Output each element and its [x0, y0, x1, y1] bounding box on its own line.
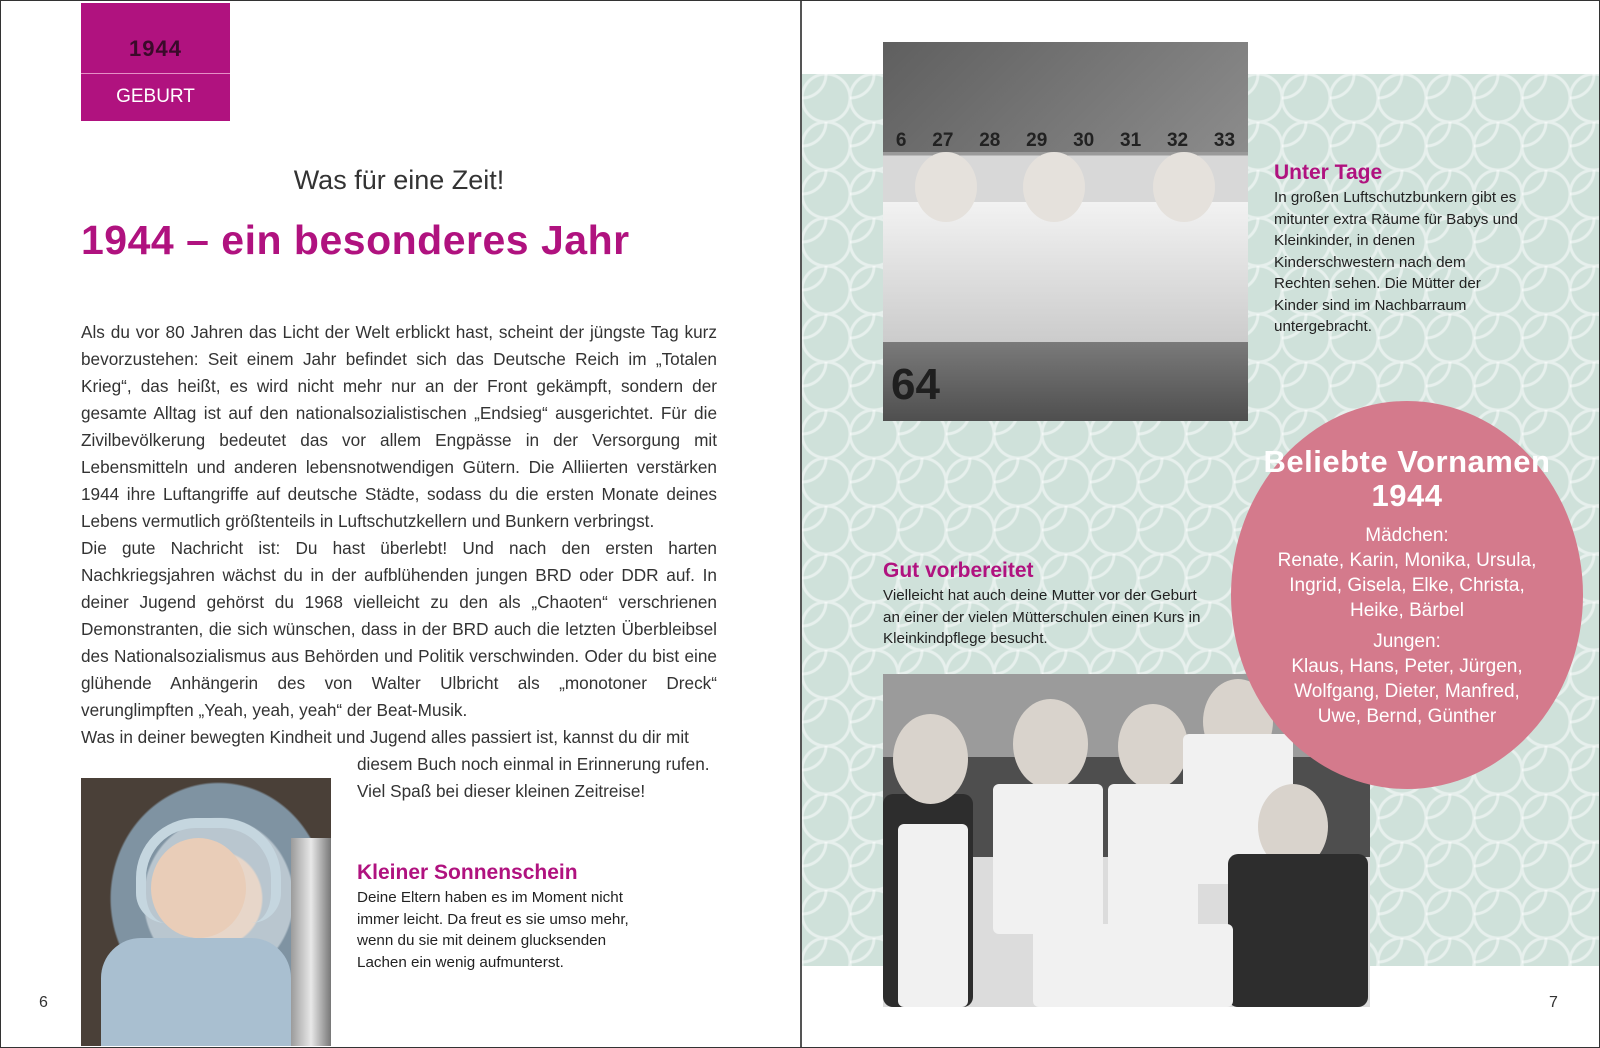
photo-baby-head: [1153, 152, 1215, 222]
caption-unter-tage: [1274, 161, 1524, 338]
baby-photo-pram: [291, 838, 331, 1046]
photo-apron: [993, 784, 1103, 934]
page-title: 1944 – ein besonderes Jahr: [81, 217, 630, 263]
bed-number: 31: [1120, 130, 1142, 151]
bed-number: 30: [1073, 130, 1095, 151]
bed-number: 28: [979, 130, 1001, 151]
page-number-left: 6: [39, 994, 48, 1011]
caption-title: Gut vorbereitet: [883, 559, 1034, 582]
photo-head: [893, 714, 968, 804]
photo-figure: [1228, 854, 1368, 1007]
girls-label: Mädchen:: [1365, 525, 1449, 546]
photo-apron: [898, 824, 968, 1007]
bed-number: 32: [1166, 130, 1189, 151]
caption-text: Deine Eltern haben es im Moment nicht immer leicht. Da freut es sie umso mehr, wenn du sie mit deinem glucksenden Lachen ein wenig aufmunterst.: [357, 889, 629, 971]
bed-number: 6: [895, 130, 907, 151]
caption-title: Kleiner Sonnenschein: [357, 861, 578, 884]
chapter-section: GEBURT: [116, 86, 195, 107]
intro-paragraph: Was in deiner bewegten Kindheit und Jugend alles passiert ist, kannst du dir mit: [81, 727, 689, 747]
intro-paragraph: Als du vor 80 Jahren das Licht der Welt erblickt hast, scheint der jüngste Tag kurz bevorzustehen: Seit einem Jahr befindet sich das Deutsche Reich im „Totalen Krieg“, das heißt, es wird nicht mehr nur an der Front gekämpft, sondern der gesamte Alltag ist auf den nationalsozialistischen „Endsieg“ ausgerichtet. Für die Zivilbevölkerung bedeutet das vor allem Engpässe in der Versorgung mit Lebensmitteln und anderen lebensnotwendigen Gütern. Die Alliierten verstärken 1944 ihre Luftangriffe auf deutsche Städte, sodass du die ersten Monate deines Lebens vermutlich größtenteils in Luftschutzkellern und Bunkern verbringst.: [81, 322, 717, 531]
caption-title: Unter Tage: [1274, 161, 1383, 184]
intro-text: [81, 319, 717, 805]
page-kicker: Was für eine Zeit!: [293, 165, 505, 195]
popular-names-title: Beliebte Vornamen 1944: [1263, 444, 1551, 513]
caption-text: In großen Luftschutzbunkern gibt es mitunter extra Räume für Babys und Kleinkinder, in denen Kinderschwestern nach dem Rechten sehen. Die Mütter der Kinder sind im Nachbarraum untergebracht.: [1274, 189, 1518, 335]
bed-number: 33: [1213, 130, 1236, 151]
popular-names-circle: [1231, 401, 1583, 789]
baby-photo-face: [151, 838, 246, 938]
chapter-tab: [81, 3, 230, 121]
photo-baby-blanket: [1033, 924, 1233, 1007]
bunker-nursery-photo: [883, 42, 1248, 421]
boys-names: Klaus, Hans, Peter, Jürgen, Wolfgang, Dieter, Manfred, Uwe, Bernd, Günther: [1291, 656, 1523, 727]
bed-numbers: [883, 130, 1248, 152]
baby-photo: [81, 778, 331, 1046]
photo-bedding: [883, 202, 1248, 352]
intro-paragraph: Die gute Nachricht ist: Du hast überlebt! Und nach den ersten harten Nachkriegsjahren wächst du in der aufblühenden jungen BRD oder DDR auf. In deiner Jugend gehörst du 1968 vielleicht zu den als „Chaoten“ verschrienen Demonstranten, die sich wünschen, dass in der BRD auch die letzten Überbleibsel des Nationalsozialismus aus Behörden und Politik verschwinden. Oder du bist eine glühende Anhängerin des von Walter Ulbricht als „monotoner Dreck“ verunglimpften „Yeah, yeah, yeah“ der Beat-Musik.: [81, 538, 717, 720]
bed-number: 29: [1026, 130, 1048, 151]
popular-names-content: [1231, 445, 1583, 735]
intro-paragraph-tail: Viel Spaß bei dieser kleinen Zeitreise!: [357, 781, 646, 801]
photo-baby-head: [915, 152, 977, 222]
photo-baby-head: [1023, 152, 1085, 222]
caption-kleiner-sonnenschein: [357, 861, 657, 973]
crib-number: 64: [891, 360, 940, 409]
caption-gut-vorbereitet: [883, 559, 1213, 650]
caption-text: Vielleicht hat auch deine Mutter vor der Geburt an einer der vielen Mütterschulen einen Kurs in Kleinkindpflege besucht.: [883, 587, 1201, 647]
chapter-year: 1944: [129, 36, 182, 61]
photo-head: [1118, 704, 1188, 789]
bed-number: 27: [932, 130, 954, 151]
boys-label: Jungen:: [1373, 631, 1441, 652]
girls-names: Renate, Karin, Monika, Ursula, Ingrid, Gisela, Elke, Christa, Heike, Bärbel: [1277, 550, 1537, 621]
intro-paragraph-tail: diesem Buch noch einmal in Erinnerung rufen.: [357, 754, 710, 774]
baby-photo-body: [101, 938, 291, 1046]
photo-head: [1013, 699, 1088, 789]
page-number-right: 7: [1549, 994, 1558, 1011]
